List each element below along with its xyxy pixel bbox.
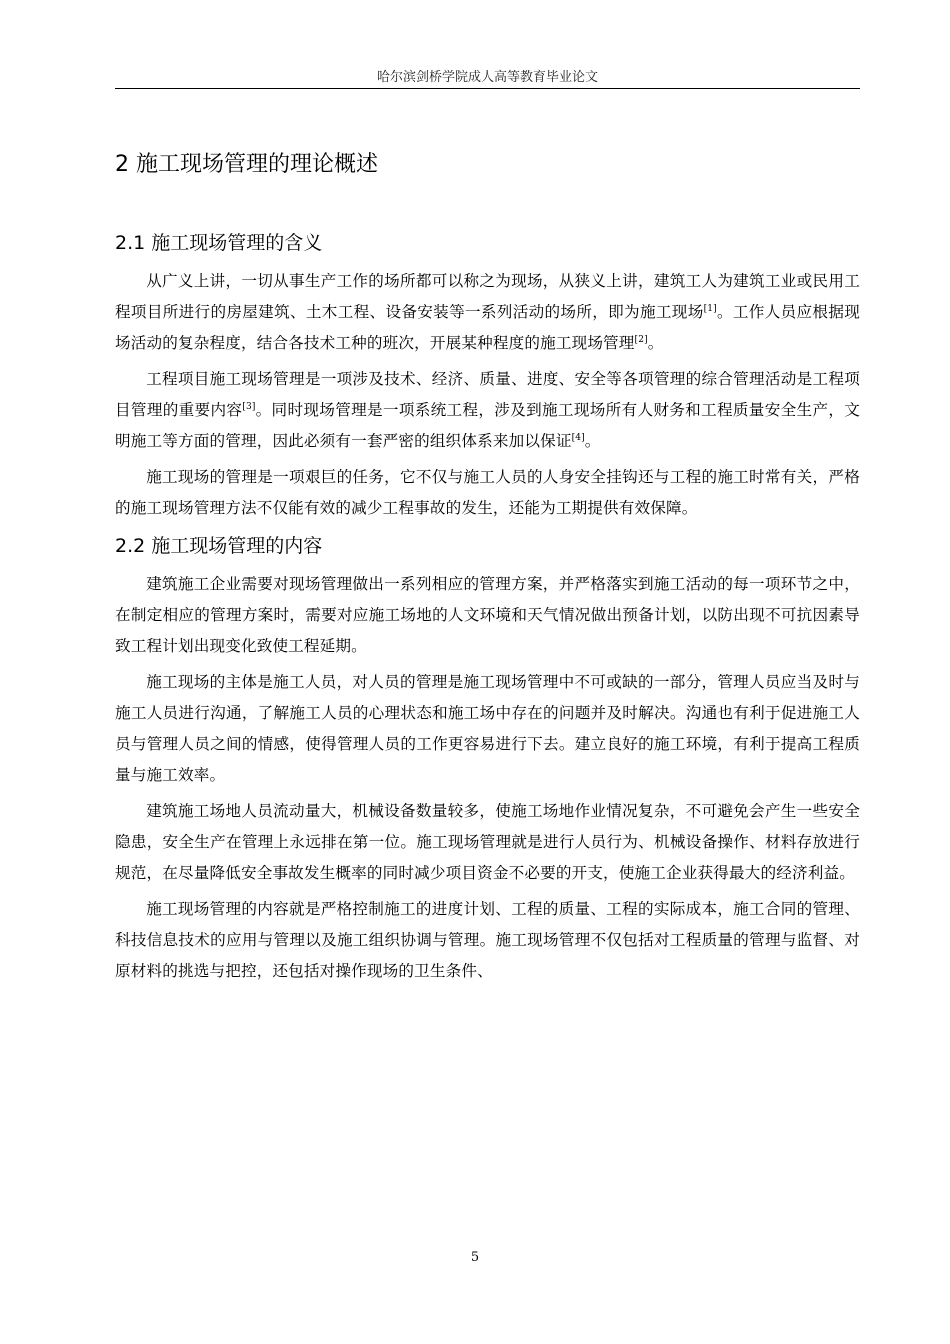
section-title: 2.2 施工现场管理的内容 — [115, 535, 323, 557]
paragraph — [115, 894, 860, 987]
page-header: 哈尔滨剑桥学院成人高等教育毕业论文 — [376, 70, 598, 85]
paragraph — [115, 569, 860, 662]
paragraph-text: 建筑施工企业需要对现场管理做出一系列相应的管理方案，并严格落实到施工活动的每一项环节之中，在制定相应的管理方案时，需要对应施工场地的人文环境和天气情况做出预备计划，以防出现不可抗因素导致工程计划出现变化致使工程延期。 — [115, 575, 860, 655]
page-number: 5 — [470, 1250, 480, 1265]
paragraph — [115, 266, 860, 359]
paragraph-text: 。同时现场管理是一项系统工程，涉及到施工现场所有人财务和工程质量安全生产，文明施工等方面的管理，因此必须有一套严密的组织体系来加以保证 — [115, 401, 861, 450]
paragraph-text: 施工现场的管理是一项艰巨的任务，它不仅与施工人员的人身安全挂钩还与工程的施工时常有关，严格的施工现场管理方法不仅能有效的减少工程事故的发生，还能为工期提供有效保障。 — [115, 468, 860, 517]
paragraph-text: 工程项目施工现场管理是一项涉及技术、经济、质量、进度、安全等各项管理的综合管理活动是工程项目管理的重要内容 — [115, 370, 860, 419]
paragraph-text: 。 — [647, 334, 664, 352]
section-title: 2.1 施工现场管理的含义 — [115, 232, 323, 254]
paragraph-text: 施工现场管理的内容就是严格控制施工的进度计划、工程的质量、工程的实际成本，施工合同的管理、科技信息技术的应用与管理以及施工组织协调与管理。施工现场管理不仅包括对工程质量的管理与监督、对原材料的挑选与把控，还包括对操作现场的卫生条件、 — [115, 900, 860, 980]
paragraph — [115, 796, 860, 889]
paragraph-text: 施工现场的主体是施工人员，对人员的管理是施工现场管理中不可或缺的一部分，管理人员应当及时与施工人员进行沟通，了解施工人员的心理状态和施工场中存在的问题并及时解决。沟通也有利于促进施工人员与管理人员之间的情感，使得管理人员的工作更容易进行下去。建立良好的施工环境，有利于提高工程质量与施工效率。 — [115, 673, 860, 784]
citation: [4] — [571, 432, 585, 443]
page-content — [115, 140, 860, 992]
citation: [1] — [703, 303, 717, 314]
citation: [3] — [242, 401, 256, 412]
paragraph-text: 。工作人员应根据现场活动的复杂程度，结合各技术工种的班次，开展某种程度的施工现场管理 — [115, 303, 860, 352]
citation: [2] — [634, 334, 648, 345]
header-rule — [115, 88, 860, 89]
paragraph — [115, 667, 860, 791]
paragraph — [115, 364, 860, 457]
paragraph-text: 建筑施工场地人员流动量大，机械设备数量较多，使施工场地作业情况复杂，不可避免会产生一些安全隐患，安全生产在管理上永远排在第一位。施工现场管理就是进行人员行为、机械设备操作、材料存放进行规范，在尽量降低安全事故发生概率的同时减少项目资金不必要的开支，使施工企业获得最大的经济利益。 — [115, 802, 860, 882]
paragraph-text: 。 — [584, 432, 601, 450]
chapter-title: 2 施工现场管理的理论概述 — [115, 152, 378, 177]
paragraph-text: 从广义上讲，一切从事生产工作的场所都可以称之为现场，从狭义上讲，建筑工人为建筑工业或民用工程项目所进行的房屋建筑、土木工程、设备安装等一系列活动的场所，即为施工现场 — [115, 272, 860, 321]
paragraph — [115, 462, 860, 524]
